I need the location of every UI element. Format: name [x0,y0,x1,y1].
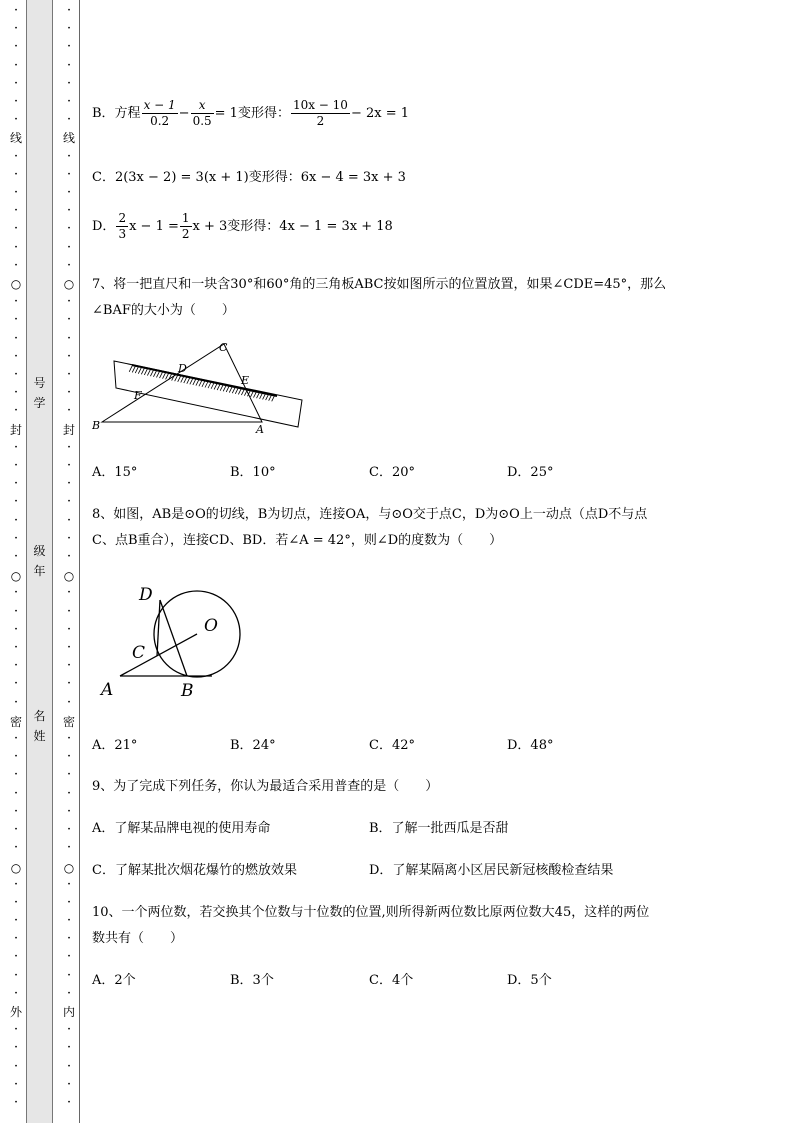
chord-cd [157,600,160,656]
binding-dot: • [67,644,71,651]
q6b-f3-num: 10x − 10 [292,98,348,112]
q6d-fraction-1 [116,211,128,242]
q6b-equals: = 1变形得： [214,106,290,121]
binding-dot: • [14,335,18,342]
binding-dot: • [14,844,18,851]
q10-stem-line2: 数共有（ ） [92,931,184,946]
q6b-fraction-1 [142,98,178,129]
student-id-char-1: 号 [33,376,46,390]
binding-dot: • [14,699,18,706]
binding-dot: • [14,771,18,778]
binding-dot: • [67,790,71,797]
q7-option-d[interactable]: D．25° [507,465,554,480]
binding-dot: • [14,207,18,214]
binding-dot: • [67,826,71,833]
binding-dot: • [14,972,18,979]
outer-label-mi: 密 [9,715,22,729]
q8-option-c[interactable]: C．42° [369,738,415,753]
ruler-tick [144,369,147,375]
ruler-tick [238,388,241,394]
binding-circle: ○ [63,569,75,583]
q9-option-a[interactable]: A．了解某品牌电视的使用寿命 [92,821,271,836]
q8-circle-tangent-figure [98,578,248,703]
binding-dot: • [67,189,71,196]
q8-label-o: O [204,616,218,636]
inner-dot-column [59,0,79,1123]
binding-dot: • [67,371,71,378]
binding-dot: • [14,1081,18,1088]
binding-dot: • [14,98,18,105]
ruler-tick [175,375,178,381]
binding-dot: • [67,753,71,760]
ruler-tick [205,382,208,388]
q8-stem-line1: 8、如图，AB是⊙O的切线，B为切点，连接OA，与⊙O交于点C，D为⊙O上一动点（点D不与点 [92,507,648,522]
ruler-tick [138,368,141,374]
binding-dot: • [67,353,71,360]
binding-dot: • [67,444,71,451]
binding-dot: • [67,1099,71,1106]
q7-option-a[interactable]: A．15° [92,465,138,480]
q6b-f1-num: x − 1 [143,98,176,112]
binding-dot: • [14,953,18,960]
q7-option-b[interactable]: B．10° [230,465,276,480]
q6-option-c: C．2(3x − 2) = 3(x + 1)变形得：6x − 4 = 3x + 3 [92,170,406,185]
triangle [102,344,262,422]
binding-dot: • [14,881,18,888]
ruler-tick [211,383,214,389]
ruler-tick [229,387,232,393]
binding-dot: • [14,644,18,651]
q6b-f1-den: 0.2 [150,114,170,128]
binding-dot: • [67,244,71,251]
q6b-fraction-3 [291,98,350,129]
q7-ruler-triangle-figure [92,338,307,438]
q6d-tail: x + 3变形得：4x − 1 = 3x + 18 [192,219,393,234]
name-char-1: 名 [33,709,46,723]
binding-dot: • [14,153,18,160]
binding-dot: • [14,462,18,469]
q8-label-d: D [139,585,153,605]
binding-dot: • [67,608,71,615]
ruler [114,361,302,427]
binding-dot: • [14,444,18,451]
ruler-tick [232,387,235,393]
q9-option-c[interactable]: C．了解某批次烟花爆竹的燃放效果 [92,863,297,878]
ruler-tick [226,386,229,392]
binding-dot: • [14,389,18,396]
ruler-tick [217,384,220,390]
binding-dot: • [14,116,18,123]
binding-dot: • [67,1044,71,1051]
binding-dot: • [67,498,71,505]
q7-option-c[interactable]: C．20° [369,465,415,480]
q6b-f3-den: 2 [316,114,325,128]
q6b-fraction-2 [191,98,214,129]
ruler-tick [214,383,217,389]
ruler-tick [196,380,199,386]
ruler-tick [208,382,211,388]
binding-dot: • [14,225,18,232]
binding-dot: • [67,535,71,542]
binding-dot: • [14,407,18,414]
binding-dot: • [14,244,18,251]
q10-option-d[interactable]: D．5个 [507,973,552,988]
inner-label-nei: 内 [62,1005,75,1019]
binding-dot: • [14,498,18,505]
binding-dot: • [67,98,71,105]
ruler-tick [163,373,166,379]
outer-dot-column [6,0,26,1123]
binding-circle: ○ [63,277,75,291]
q9-option-d[interactable]: D．了解某隔离小区居民新冠核酸检查结果 [369,863,614,878]
ruler-tick [129,366,132,372]
q6-option-b [92,98,409,129]
binding-dot: • [14,553,18,560]
binding-circle: ○ [10,861,22,875]
binding-dot: • [14,7,18,14]
q9-option-b[interactable]: B．了解一批西瓜是否甜 [369,821,509,836]
binding-dot: • [67,680,71,687]
grade-field-label [26,541,53,581]
binding-dot: • [14,353,18,360]
binding-dot: • [67,699,71,706]
binding-dot: • [67,1063,71,1070]
binding-dot: • [67,972,71,979]
binding-dot: • [14,298,18,305]
ruler-tick [153,371,156,377]
student-id-char-2: 学 [33,396,46,410]
ruler-tick [135,367,138,373]
q6b-f2-den: 0.5 [192,114,212,128]
q8-option-d[interactable]: D．48° [507,738,554,753]
binding-dot: • [14,1063,18,1070]
q8-option-a[interactable]: A．21° [92,738,138,753]
binding-dot: • [67,899,71,906]
binding-dot: • [67,589,71,596]
binding-dot: • [67,171,71,178]
binding-dot: • [67,844,71,851]
binding-dot: • [67,262,71,269]
binding-dot: • [67,62,71,69]
binding-dot: • [14,535,18,542]
q6b-prefix: B．方程 [92,106,141,121]
q10-option-b[interactable]: B．3个 [230,973,274,988]
ruler-tick [190,378,193,384]
q8-stem-line2: C、点B重合），连接CD、BD．若∠A = 42°，则∠D的度数为（ ） [92,533,503,548]
binding-circle: ○ [10,277,22,291]
binding-dot: • [67,80,71,87]
binding-dot: • [14,43,18,50]
binding-dot: • [14,1044,18,1051]
ruler-tick [202,381,205,387]
binding-rule [79,0,80,1123]
binding-circle: ○ [10,569,22,583]
binding-dot: • [14,608,18,615]
binding-dot: • [67,990,71,997]
q6d-f2-num: 1 [181,211,190,225]
ruler-tick [132,366,135,372]
binding-dot: • [14,826,18,833]
binding-dot: • [67,389,71,396]
binding-dot: • [67,7,71,14]
binding-margin [0,0,86,1123]
binding-dot: • [14,589,18,596]
ruler-tick [193,379,196,385]
outer-label-xian: 线 [9,131,22,145]
binding-dot: • [67,771,71,778]
binding-dot: • [67,25,71,32]
q7-stem-line1: 7、将一把直尺和一块含30°和60°角的三角板ABC按如图所示的位置放置，如果∠CDE=45°，那么 [92,277,667,292]
q6d-fraction-2 [180,211,192,242]
binding-dot: • [67,116,71,123]
student-id-field-label [26,373,53,413]
binding-dot: • [14,735,18,742]
binding-dot: • [67,917,71,924]
q6b-tail: − 2x = 1 [350,106,410,121]
binding-dot: • [14,62,18,69]
binding-dot: • [14,189,18,196]
binding-circle: ○ [63,861,75,875]
q6b-minus: − [178,106,190,121]
q6d-f1-den: 3 [118,227,127,241]
inner-label-feng: 封 [62,423,75,437]
q10-option-a[interactable]: A．2个 [92,973,136,988]
binding-dot: • [14,662,18,669]
grade-char-1: 级 [33,544,46,558]
binding-dot: • [14,316,18,323]
q7-label-b: B [92,419,101,432]
binding-dot: • [67,808,71,815]
binding-dot: • [14,371,18,378]
ruler-tick [160,372,163,378]
binding-dot: • [14,626,18,633]
q10-stem-line1: 10、一个两位数，若交换其个位数与十位数的位置,则所得新两位数比原两位数大45，这样的两位 [92,905,650,920]
ruler-tick [235,388,238,394]
binding-dot: • [67,553,71,560]
name-field-label [26,706,53,746]
binding-dot: • [67,935,71,942]
binding-dot: • [14,262,18,269]
binding-dot: • [14,1099,18,1106]
binding-dot: • [67,480,71,487]
binding-dot: • [14,753,18,760]
q7-label-c: C [219,341,228,354]
ruler-tick [199,380,202,386]
binding-dot: • [67,662,71,669]
binding-dot: • [67,153,71,160]
binding-dot: • [67,462,71,469]
binding-dot: • [14,680,18,687]
chord-db [160,600,187,676]
inner-label-mi: 密 [62,715,75,729]
binding-dot: • [67,407,71,414]
ruler-tick [147,370,150,376]
q6b-f2-num: x [191,98,214,114]
ruler-tick [181,376,184,382]
outer-label-feng: 封 [9,423,22,437]
binding-dot: • [14,790,18,797]
binding-dot: • [67,953,71,960]
outer-label-wai: 外 [9,1005,22,1019]
q9-stem: 9、为了完成下列任务，你认为最适合采用普查的是（ ） [92,779,439,794]
binding-dot: • [67,881,71,888]
binding-dot: • [67,517,71,524]
ruler-tick [184,377,187,383]
ruler-scale-edge [132,365,277,396]
binding-dot: • [14,171,18,178]
q8-label-a: A [101,680,114,700]
binding-dot: • [67,626,71,633]
q7-label-e: E [241,374,250,387]
binding-dot: • [67,316,71,323]
q6-option-d [92,211,393,242]
binding-dot: • [67,1081,71,1088]
ruler-tick [178,376,181,382]
grade-char-2: 年 [33,564,46,578]
q7-label-f: F [134,389,142,402]
binding-dot: • [67,298,71,305]
binding-dot: • [67,207,71,214]
binding-dot: • [14,899,18,906]
q8-option-b[interactable]: B．24° [230,738,276,753]
q6d-prefix: D． [92,219,116,234]
binding-dot: • [67,43,71,50]
ruler-tick [187,378,190,384]
q7-label-d: D [178,362,187,375]
binding-dot: • [67,225,71,232]
binding-dot: • [67,335,71,342]
ruler-tick [220,385,223,391]
name-char-2: 姓 [33,729,46,743]
q8-label-c: C [132,643,146,663]
inner-label-xian: 线 [62,131,75,145]
binding-dot: • [14,80,18,87]
binding-dot: • [14,935,18,942]
q6d-f1-num: 2 [118,211,127,225]
binding-dot: • [14,25,18,32]
q7-label-a: A [256,423,264,436]
binding-dot: • [14,1026,18,1033]
q6d-mid: x − 1 = [129,219,179,234]
ruler-tick [166,373,169,379]
q10-option-c[interactable]: C．4个 [369,973,414,988]
binding-dot: • [14,990,18,997]
binding-dot: • [14,480,18,487]
binding-dot: • [14,917,18,924]
q6d-f2-den: 2 [181,227,190,241]
ruler-tick [150,370,153,376]
q8-label-b: B [181,681,194,701]
binding-dot: • [67,1026,71,1033]
ruler-tick [156,371,159,377]
binding-dot: • [67,735,71,742]
ruler-tick [223,385,226,391]
binding-dot: • [14,808,18,815]
q7-stem-line2: ∠BAF的大小为（ ） [92,303,235,318]
ruler-tick [141,368,144,374]
binding-dot: • [14,517,18,524]
